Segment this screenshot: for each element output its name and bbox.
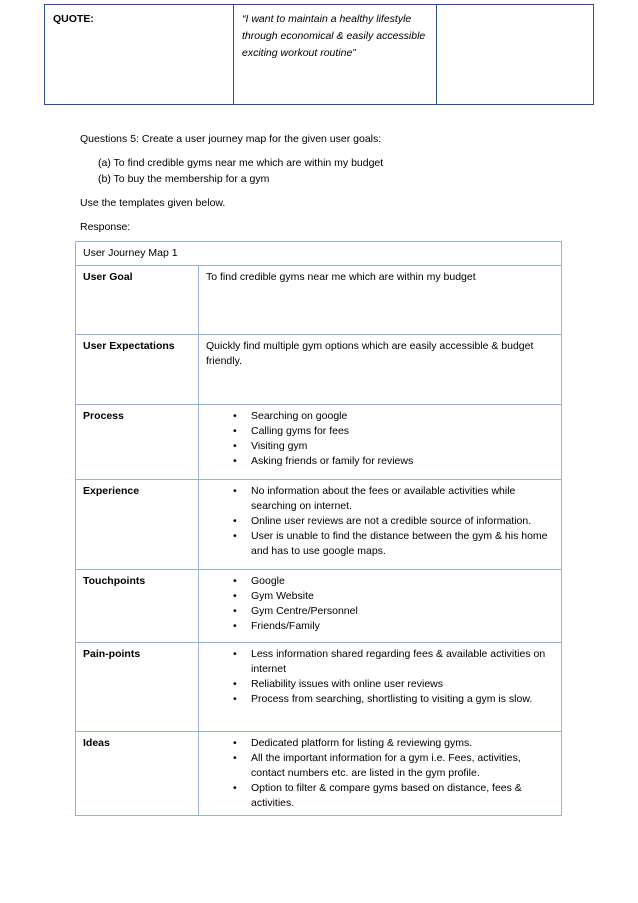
quote-label-cell [45, 5, 234, 105]
goal-item-b: (b) To buy the membership for a gym [98, 173, 270, 185]
journey-map-title: User Journey Map 1 [76, 242, 562, 266]
row-label-experience: Experience [76, 480, 199, 570]
row-content-process [199, 405, 562, 480]
quote-text: “I want to maintain a healthy lifestyle through economical & easily accessible exciting workout routine” [242, 13, 426, 59]
list-item: • All the important information for a gym i.e. Fees, activities, contact numbers etc. are listed in the gym profile. [251, 751, 554, 781]
quote-empty-cell [437, 5, 594, 105]
list-item: • Process from searching, shortlisting to visiting a gym is slow. [251, 692, 554, 707]
row-text-user-expectations: Quickly find multiple gym options which are easily accessible & budget friendly. [199, 335, 562, 405]
list-item: • Online user reviews are not a credible source of information. [251, 514, 554, 529]
row-content-experience [199, 480, 562, 570]
list-item: • Friends/Family [251, 619, 554, 634]
quote-table [44, 4, 594, 105]
goal-item-a: (a) To find credible gyms near me which are within my budget [98, 157, 384, 169]
list-item: • Gym Website [251, 589, 554, 604]
quote-text-cell [234, 5, 437, 105]
list-item: • Google [251, 574, 554, 589]
row-label-user-goal: User Goal [76, 266, 199, 335]
list-item: • Asking friends or family for reviews [251, 454, 554, 469]
list-item: • Dedicated platform for listing & reviewing gyms. [251, 736, 554, 751]
row-content-ideas [199, 732, 562, 816]
questions-block [80, 131, 600, 235]
row-label-user-expectations: User Expectations [76, 335, 199, 405]
ideas-list [206, 736, 554, 811]
row-label-pain-points: Pain-points [76, 643, 199, 732]
list-item: • Gym Centre/Personnel [251, 604, 554, 619]
list-item: • Searching on google [251, 409, 554, 424]
list-item: • User is unable to find the distance between the gym & his home and has to use google maps. [251, 529, 554, 559]
touchpoints-list [206, 574, 554, 634]
list-item: • Reliability issues with online user reviews [251, 677, 554, 692]
pain-points-list [206, 647, 554, 707]
journey-map-table [75, 241, 562, 816]
process-list [206, 409, 554, 469]
list-item: • Less information shared regarding fees & available activities on internet [251, 647, 554, 677]
row-content-touchpoints [199, 570, 562, 643]
row-label-process: Process [76, 405, 199, 480]
instruction-text: Use the templates given below. [80, 197, 226, 209]
list-item: • Visiting gym [251, 439, 554, 454]
list-item: • Option to filter & compare gyms based on distance, fees & activities. [251, 781, 554, 811]
response-label: Response: [80, 221, 131, 233]
experience-list [206, 484, 554, 559]
row-label-touchpoints: Touchpoints [76, 570, 199, 643]
row-content-pain-points [199, 643, 562, 732]
list-item: • Calling gyms for fees [251, 424, 554, 439]
quote-label: QUOTE: [53, 13, 94, 25]
row-label-ideas: Ideas [76, 732, 199, 816]
question-title: Questions 5: Create a user journey map for the given user goals: [80, 133, 382, 145]
row-text-user-goal: To find credible gyms near me which are within my budget [199, 266, 562, 335]
list-item: • No information about the fees or available activities while searching on internet. [251, 484, 554, 514]
